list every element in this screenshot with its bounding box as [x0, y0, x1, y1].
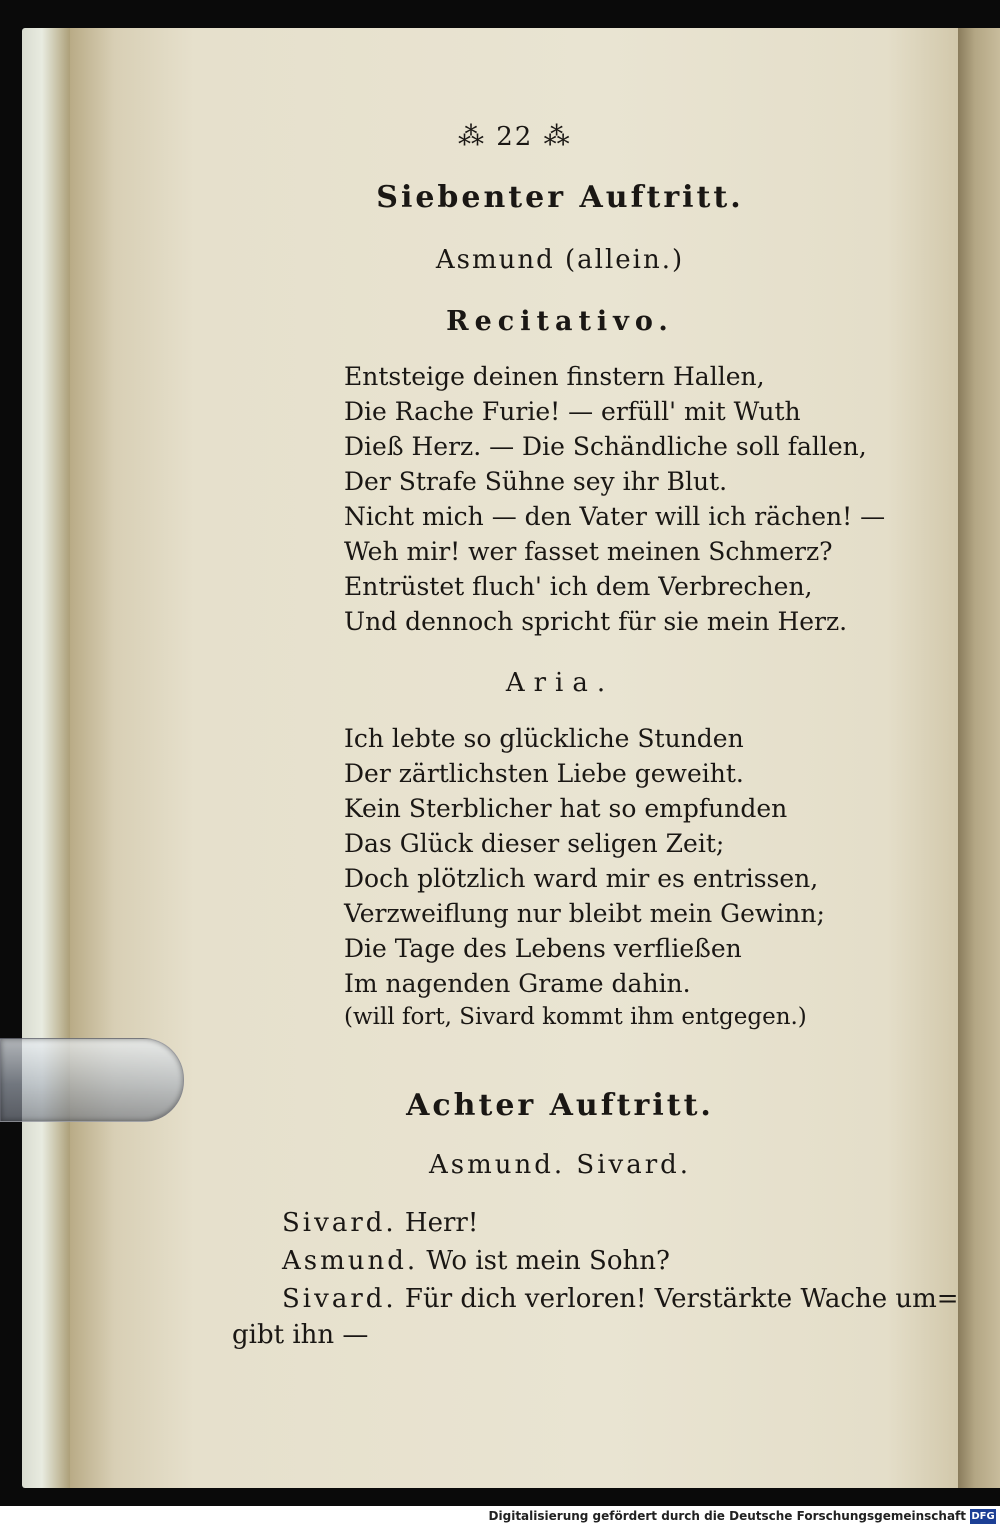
scene-7-title: Siebenter Auftritt.: [376, 180, 744, 215]
dialogue-text: Wo ist mein Sohn?: [418, 1246, 670, 1276]
recitativo-line: Entsteige deinen finstern Hallen,: [344, 362, 765, 391]
dialogue-text: Für dich verloren! Verstärkte Wache um=: [396, 1284, 959, 1314]
dialogue-line: [282, 1208, 478, 1238]
recitativo-line: Der Strafe Sühne sey ihr Blut.: [344, 467, 728, 496]
recitativo-line: Dieß Herz. — Die Schändliche soll fallen,: [344, 432, 867, 461]
recitativo-line: Entrüstet fluch' ich dem Verbrechen,: [344, 572, 813, 601]
scene-8-title: Achter Auftritt.: [406, 1088, 714, 1123]
aria-line: Der zärtlichsten Liebe geweiht.: [344, 759, 744, 788]
page-number: ⁂ 22 ⁂: [458, 122, 572, 152]
recitativo-title: Recitativo.: [446, 306, 674, 337]
page-clip: [0, 1038, 184, 1122]
speaker-name: Asmund.: [282, 1246, 419, 1276]
dialogue-line: [282, 1284, 959, 1314]
book-edge-right: [958, 28, 1000, 1488]
dfg-logo: DFG: [971, 1511, 995, 1522]
scene-7-persons: Asmund (allein.): [435, 245, 685, 275]
dialogue-line: [282, 1246, 670, 1276]
speaker-name: Sivard.: [282, 1284, 397, 1314]
dialogue-continuation: gibt ihn —: [232, 1320, 369, 1350]
aria-line: Im nagenden Grame dahin.: [344, 969, 691, 998]
aria-line: Das Glück dieser seligen Zeit;: [344, 829, 725, 858]
recitativo-line: Weh mir! wer fasset meinen Schmerz?: [344, 537, 833, 566]
aria-line: Verzweiflung nur bleibt mein Gewinn;: [344, 899, 825, 928]
book-edge-left: [22, 28, 72, 1488]
aria-line: Kein Sterblicher hat so empfunden: [344, 794, 788, 823]
speaker-name: Sivard.: [282, 1208, 397, 1238]
recitativo-line: Und dennoch spricht für sie mein Herz.: [344, 607, 848, 636]
aria-title: Aria.: [505, 668, 615, 698]
aria-line: Ich lebte so glückliche Stunden: [344, 724, 744, 753]
aria-line: Die Tage des Lebens verfließen: [344, 934, 742, 963]
recitativo-line: Nicht mich — den Vater will ich rächen! —: [344, 502, 886, 531]
aria-line: Doch plötzlich ward mir es entrissen,: [344, 864, 819, 893]
scene-8-persons: Asmund. Sivard.: [428, 1150, 692, 1180]
recitativo-line: Die Rache Furie! — erfüll' mit Wuth: [344, 397, 801, 426]
funding-note: Digitalisierung gefördert durch die Deutsche Forschungsgemeinschaft: [488, 1509, 966, 1523]
stage-direction: (will fort, Sivard kommt ihm entgegen.): [344, 1004, 807, 1030]
dialogue-text: Herr!: [396, 1208, 479, 1238]
